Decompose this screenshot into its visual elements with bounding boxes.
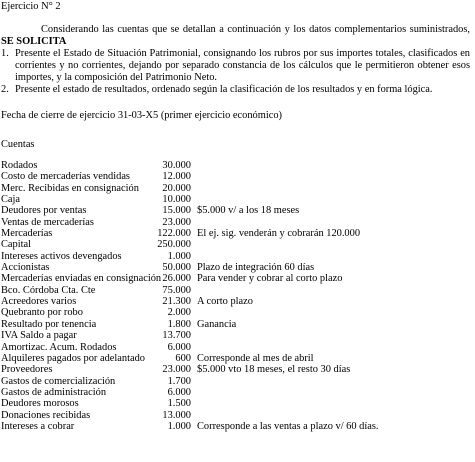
account-row (1, 410, 473, 421)
account-name: Rodados (1, 160, 38, 171)
account-row (1, 217, 473, 228)
account-name: Deudores por ventas (1, 205, 87, 217)
account-name: Accionistas (1, 262, 50, 274)
request-text: Presente el estado de resultados, ordenado según la clasificación de los resultados y en forma lógica. (15, 84, 433, 95)
account-row (1, 307, 473, 318)
account-note: Plazo de integración 60 días (197, 262, 315, 274)
account-name: Caja (1, 194, 21, 206)
account-name: Quebranto por robo (1, 307, 83, 319)
exercise-title: Ejercicio N° 2 (1, 1, 61, 12)
account-note: $5.000 vto 18 meses, el resto 30 días (197, 364, 351, 376)
account-amount: 21.300 (162, 296, 191, 308)
account-row (1, 342, 473, 353)
intro-bold-text: SE SOLICITA (1, 36, 67, 47)
account-amount: 600 (175, 352, 191, 364)
account-name: IVA Saldo a pagar (1, 330, 77, 342)
account-name: Mercaderías (1, 228, 53, 240)
request-number: 1. (1, 48, 9, 59)
account-amount: 2.000 (167, 307, 191, 319)
intro-paragraph (1, 24, 470, 48)
account-name: Donaciones recibidas (1, 409, 91, 421)
account-row (1, 160, 473, 171)
account-amount: 10.000 (162, 194, 191, 206)
account-row (1, 205, 473, 216)
account-row (1, 330, 473, 341)
account-amount: 6.000 (167, 341, 191, 353)
account-row (1, 364, 473, 375)
account-row (1, 251, 473, 262)
account-amount: 50.000 (162, 262, 191, 274)
account-amount: 75.000 (162, 284, 191, 296)
account-amount: 1.800 (167, 318, 191, 330)
accounts-list (1, 160, 473, 432)
account-name: Deudores morosos (1, 398, 79, 410)
account-note: Ganancia (197, 318, 237, 330)
account-amount: 20.000 (162, 182, 191, 194)
closing-date-line: Fecha de cierre de ejercicio 31-03-X5 (primer ejercicio económico) (1, 110, 282, 121)
account-row (1, 387, 473, 398)
account-amount: 1.000 (167, 420, 191, 432)
account-amount: 26.000 (162, 273, 191, 285)
account-name: Resultado por tenencia (1, 318, 97, 330)
account-amount: 1.500 (167, 398, 191, 410)
account-name: Intereses a cobrar (1, 420, 75, 432)
account-name: Merc. Recibidas en consignación (1, 182, 139, 194)
accounts-heading: Cuentas (1, 139, 35, 150)
account-name: Mercaderías enviadas en consignación (1, 273, 162, 285)
account-amount: 13.000 (162, 409, 191, 421)
account-name: Costo de mercaderías vendidas (1, 171, 130, 183)
request-text: Presente el Estado de Situación Patrimonial, consignando los rubros por sus importes totales, clasificados en corrientes y no corrientes, dejando por separado constancia de los cálculos que le permitieron obtener esos importes, y la composición del Patrimonio Neto. (15, 48, 470, 83)
account-amount: 30.000 (162, 160, 191, 171)
request-item-2 (1, 84, 470, 96)
account-row (1, 262, 473, 273)
account-row (1, 171, 473, 182)
account-amount: 1.700 (167, 375, 191, 387)
account-amount: 13.700 (162, 330, 191, 342)
account-name: Gastos de comercialización (1, 375, 116, 387)
account-name: Ventas de mercaderías (1, 216, 94, 228)
account-row (1, 376, 473, 387)
account-name: Proveedores (1, 364, 53, 376)
account-amount: 250.000 (157, 239, 191, 251)
account-amount: 15.000 (162, 205, 191, 217)
intro-text: Considerando las cuentas que se detallan a continuación y los datos complementarios suministrados, (41, 24, 470, 35)
account-note: A corto plazo (197, 296, 253, 308)
account-row (1, 183, 473, 194)
request-number: 2. (1, 84, 9, 95)
account-row (1, 353, 473, 364)
account-note: Corresponde al mes de abril (197, 352, 314, 364)
account-row (1, 421, 473, 432)
account-name: Capital (1, 239, 32, 251)
account-amount: 1.000 (167, 250, 191, 262)
account-amount: 6.000 (167, 386, 191, 398)
account-name: Bco. Córdoba Cta. Cte (1, 284, 96, 296)
account-name: Acreedores varios (1, 296, 77, 308)
account-row (1, 398, 473, 409)
account-amount: 12.000 (162, 171, 191, 183)
account-amount: 23.000 (162, 364, 191, 376)
account-row (1, 296, 473, 307)
account-name: Gastos de administración (1, 386, 107, 398)
account-row (1, 194, 473, 205)
account-name: Intereses activos devengados (1, 250, 122, 262)
account-note: Corresponde a las ventas a plazo v/ 60 días. (197, 420, 379, 432)
account-amount: 122.000 (157, 228, 191, 240)
account-amount: 23.000 (162, 216, 191, 228)
account-row (1, 239, 473, 250)
account-row (1, 319, 473, 330)
account-row (1, 228, 473, 239)
account-note: $5.000 v/ a los 18 meses (197, 205, 300, 217)
request-item-1 (1, 48, 470, 84)
account-name: Amortizac. Acum. Rodados (1, 341, 117, 353)
account-note: Para vender y cobrar al corto plazo (197, 273, 343, 285)
account-row (1, 273, 473, 284)
account-note: El ej. sig. venderán y cobrarán 120.000 (197, 228, 361, 240)
account-row (1, 285, 473, 296)
account-name: Alquileres pagados por adelantado (1, 352, 145, 364)
